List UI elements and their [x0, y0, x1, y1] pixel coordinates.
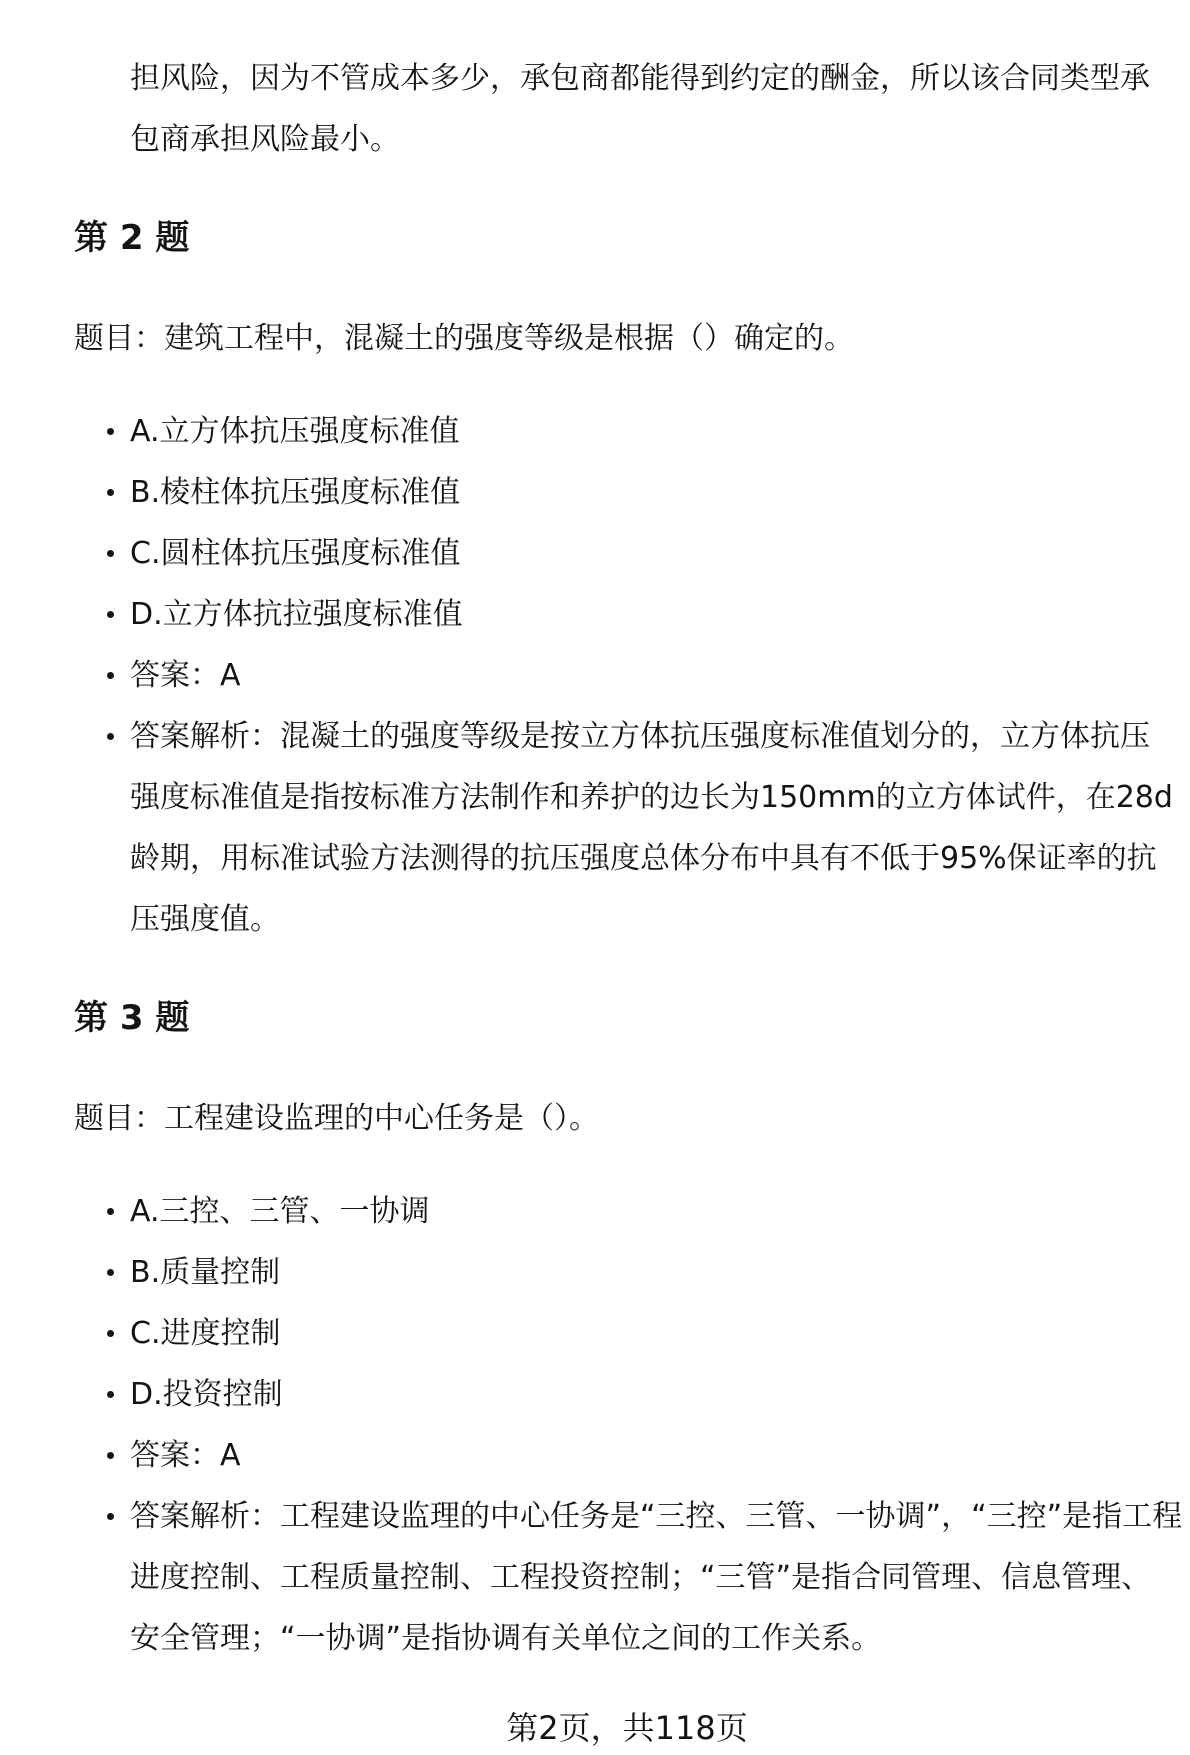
bullet-icon — [107, 550, 114, 557]
bullet-icon — [107, 1208, 114, 1215]
explanation-line: 答案解析：工程建设监理的中心任务是“三控、三管、一协调”，“三控”是指工程 — [130, 1499, 1183, 1534]
question-heading: 第 3 题 — [74, 998, 190, 1038]
bullet-icon — [107, 1452, 114, 1459]
option-text: B.质量控制 — [130, 1255, 281, 1290]
question-heading: 第 2 题 — [74, 218, 190, 258]
continuation-line: 担风险，因为不管成本多少，承包商都能得到约定的酬金，所以该合同类型承 — [130, 61, 1150, 96]
option-item — [130, 1242, 1190, 1303]
option-item — [130, 1181, 1190, 1242]
option-item — [130, 1303, 1190, 1364]
explanation-line: 压强度值。 — [130, 902, 280, 937]
question-prompt: 题目：建筑工程中，混凝土的强度等级是根据（）确定的。 — [74, 321, 854, 356]
answer-item — [130, 645, 1190, 706]
option-item — [130, 523, 1190, 584]
bullet-icon — [107, 1391, 114, 1398]
answer-text: 答案：A — [130, 1438, 241, 1473]
option-text: C.进度控制 — [130, 1316, 281, 1351]
explanation-line: 进度控制、工程质量控制、工程投资控制；“三管”是指合同管理、信息管理、 — [130, 1560, 1152, 1595]
page-number-footer: 第2页，共118页 — [506, 1709, 748, 1747]
option-text: B.棱柱体抗压强度标准值 — [130, 475, 461, 510]
option-item — [130, 462, 1190, 523]
question-block — [0, 213, 1190, 950]
explanation-line: 答案解析：混凝土的强度等级是按立方体抗压强度标准值划分的，立方体抗压 — [130, 719, 1150, 754]
option-list — [0, 1181, 1190, 1669]
option-item — [130, 1364, 1190, 1425]
option-text: A.三控、三管、一协调 — [130, 1194, 430, 1229]
explanation-line: 强度标准值是指按标准方法制作和养护的边长为150mm的立方体试件，在28d — [130, 780, 1173, 815]
bullet-icon — [107, 428, 114, 435]
question-prompt: 题目：工程建设监理的中心任务是（）。 — [74, 1101, 599, 1136]
question-block — [0, 993, 1190, 1669]
option-item — [130, 401, 1190, 462]
answer-item — [130, 1425, 1190, 1486]
bullet-icon — [107, 672, 114, 679]
answer-text: 答案：A — [130, 658, 241, 693]
bullet-icon — [107, 733, 114, 740]
bullet-icon — [107, 1330, 114, 1337]
option-item — [130, 584, 1190, 645]
bullet-icon — [107, 489, 114, 496]
bullet-icon — [107, 1269, 114, 1276]
continuation-line: 包商承担风险最小。 — [130, 122, 400, 157]
option-text: D.投资控制 — [130, 1377, 283, 1412]
explanation-line: 龄期，用标准试验方法测得的抗压强度总体分布中具有不低于95%保证率的抗 — [130, 841, 1157, 876]
option-text: D.立方体抗拉强度标准值 — [130, 597, 463, 632]
bullet-icon — [107, 1513, 114, 1520]
option-text: C.圆柱体抗压强度标准值 — [130, 536, 461, 571]
explanation-line: 安全管理；“一协调”是指协调有关单位之间的工作关系。 — [130, 1621, 882, 1656]
explanation-item — [130, 1486, 1190, 1669]
explanation-item — [130, 706, 1190, 950]
continuation-paragraph — [0, 0, 1190, 170]
option-list — [0, 401, 1190, 950]
option-text: A.立方体抗压强度标准值 — [130, 414, 460, 449]
bullet-icon — [107, 611, 114, 618]
